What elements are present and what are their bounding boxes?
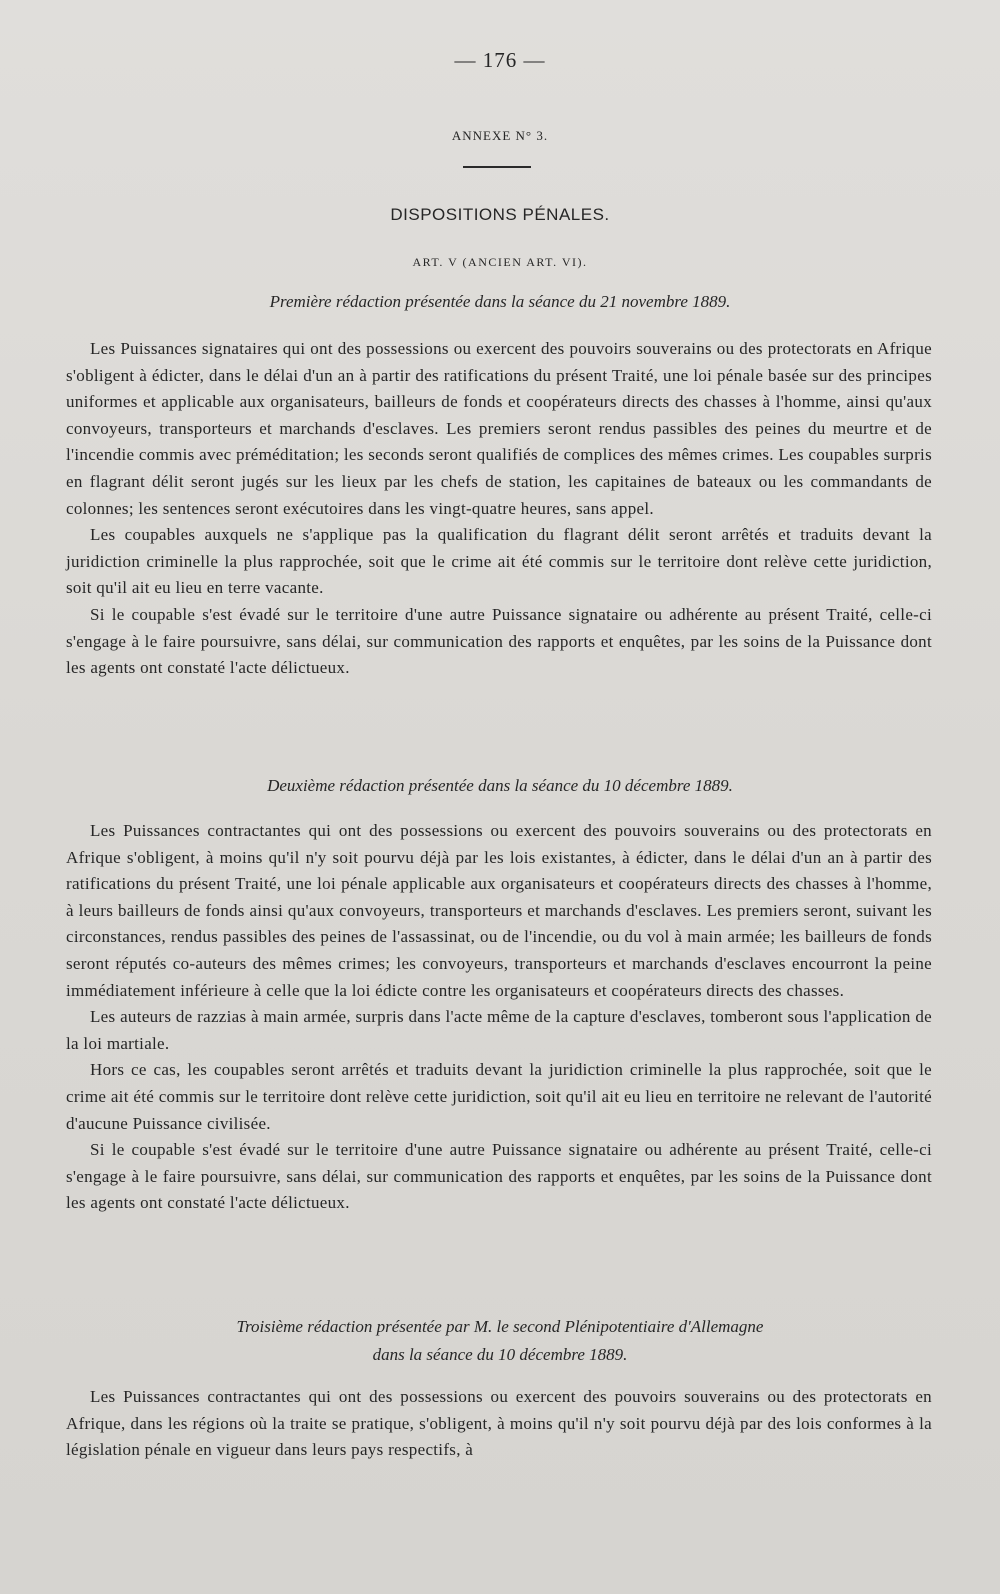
paragraph: Les Puissances signataires qui ont des possessions ou exercent des pouvoirs souverains ou des protectorats en Afrique s'obligent à édicter, dans le délai d'un an à partir des ratifications du présent Traité, une loi pénale basée sur des principes uniformes et applicable aux organisateurs, bailleurs de fonds et coopérateurs directs des chasses à l'homme, ainsi qu'aux convoyeurs, transporteurs et marchands d'esclaves. Les premiers seront rendus passibles des peines du meurtre et de l'incendie commis avec préméditation; les seconds seront qualifiés de complices des mêmes crimes. Les coupables surpris en flagrant délit seront jugés sur les lieux par les chefs de station, les capitaines de bateaux ou les commandants de colonnes; les sentences seront exécutoires dans les vingt-quatre heures, sans appel. (66, 339, 932, 518)
section-2-body (66, 818, 932, 1217)
page-title: DISPOSITIONS PÉNALES. (390, 205, 610, 224)
section-2-heading (0, 776, 1000, 796)
paragraph: Les auteurs de razzias à main armée, surpris dans l'acte même de la capture d'esclaves, tomberont sous l'application de la loi martiale. (66, 1007, 932, 1053)
article-label: ART. V (ANCIEN ART. VI). (412, 255, 588, 269)
heading-line: Première rédaction présentée dans la séance du 21 novembre 1889. (269, 292, 731, 311)
annexe-label: ANNEXE N° 3. (451, 128, 549, 143)
page-number: — 176 — (454, 48, 546, 72)
title-rule (463, 166, 531, 168)
paragraph: Hors ce cas, les coupables seront arrêtés et traduits devant la juridiction criminelle la plus rapprochée, soit que le crime ait été commis sur le territoire dont relève cette juridiction, soit qu'il ait eu lieu en territoire ne relevant de l'autorité d'aucune Puissance civilisée. (66, 1060, 932, 1133)
paragraph: Si le coupable s'est évadé sur le territoire d'une autre Puissance signataire ou adhérente au présent Traité, celle-ci s'engage à le faire poursuivre, sans délai, sur communication des rapports et enquêtes, par les soins de la Puissance dont les agents ont constaté l'acte délictueux. (66, 1140, 932, 1213)
paragraph: Les coupables auxquels ne s'applique pas la qualification du flagrant délit seront arrêtés et traduits devant la juridiction criminelle la plus rapprochée, soit que le crime ait été commis sur le territoire dont relève cette juridiction, soit qu'il ait eu lieu en terre vacante. (66, 525, 932, 598)
heading-line: Troisième rédaction présentée par M. le second Plénipotentiaire d'Allemagne (236, 1317, 764, 1336)
section-3-heading (0, 1313, 1000, 1369)
section-1-heading (0, 292, 1000, 312)
paragraph: Les Puissances contractantes qui ont des possessions ou exercent des pouvoirs souverains ou des protectorats en Afrique, dans les régions où la traite se pratique, s'obligent, à moins qu'il n'y soit pourvu déjà par des lois conformes à la législation pénale en vigueur dans leurs pays respectifs, à (66, 1387, 932, 1460)
heading-line: dans la séance du 10 décembre 1889. (372, 1345, 628, 1364)
paragraph: Les Puissances contractantes qui ont des possessions ou exercent des pouvoirs souverains ou des protectorats en Afrique s'obligent, à moins qu'il n'y soit pourvu déjà par les lois existantes, à édicter, dans le délai d'un an à partir des ratifications du présent Traité, une loi pénale applicable aux organisateurs et coopérateurs directs des chasses à l'homme, à leurs bailleurs de fonds ainsi qu'aux convoyeurs, transporteurs et marchands d'esclaves. Les premiers seront, suivant les circonstances, rendus passibles des peines de l'assassinat, ou de l'incendie, ou du vol à main armée; les bailleurs de fonds seront réputés co-auteurs des mêmes crimes; les convoyeurs, transporteurs et marchands d'esclaves encourront la peine immédiatement inférieure à celle que la loi édicte contre les organisateurs et coopérateurs directs des chasses. (66, 821, 932, 1000)
heading-line: Deuxième rédaction présentée dans la séance du 10 décembre 1889. (267, 776, 733, 795)
section-1-body (66, 336, 932, 682)
paragraph: Si le coupable s'est évadé sur le territoire d'une autre Puissance signataire ou adhérente au présent Traité, celle-ci s'engage à le faire poursuivre, sans délai, sur communication des rapports et enquêtes, par les soins de la Puissance dont les agents ont constaté l'acte délictueux. (66, 604, 932, 678)
section-3-body (66, 1384, 932, 1464)
